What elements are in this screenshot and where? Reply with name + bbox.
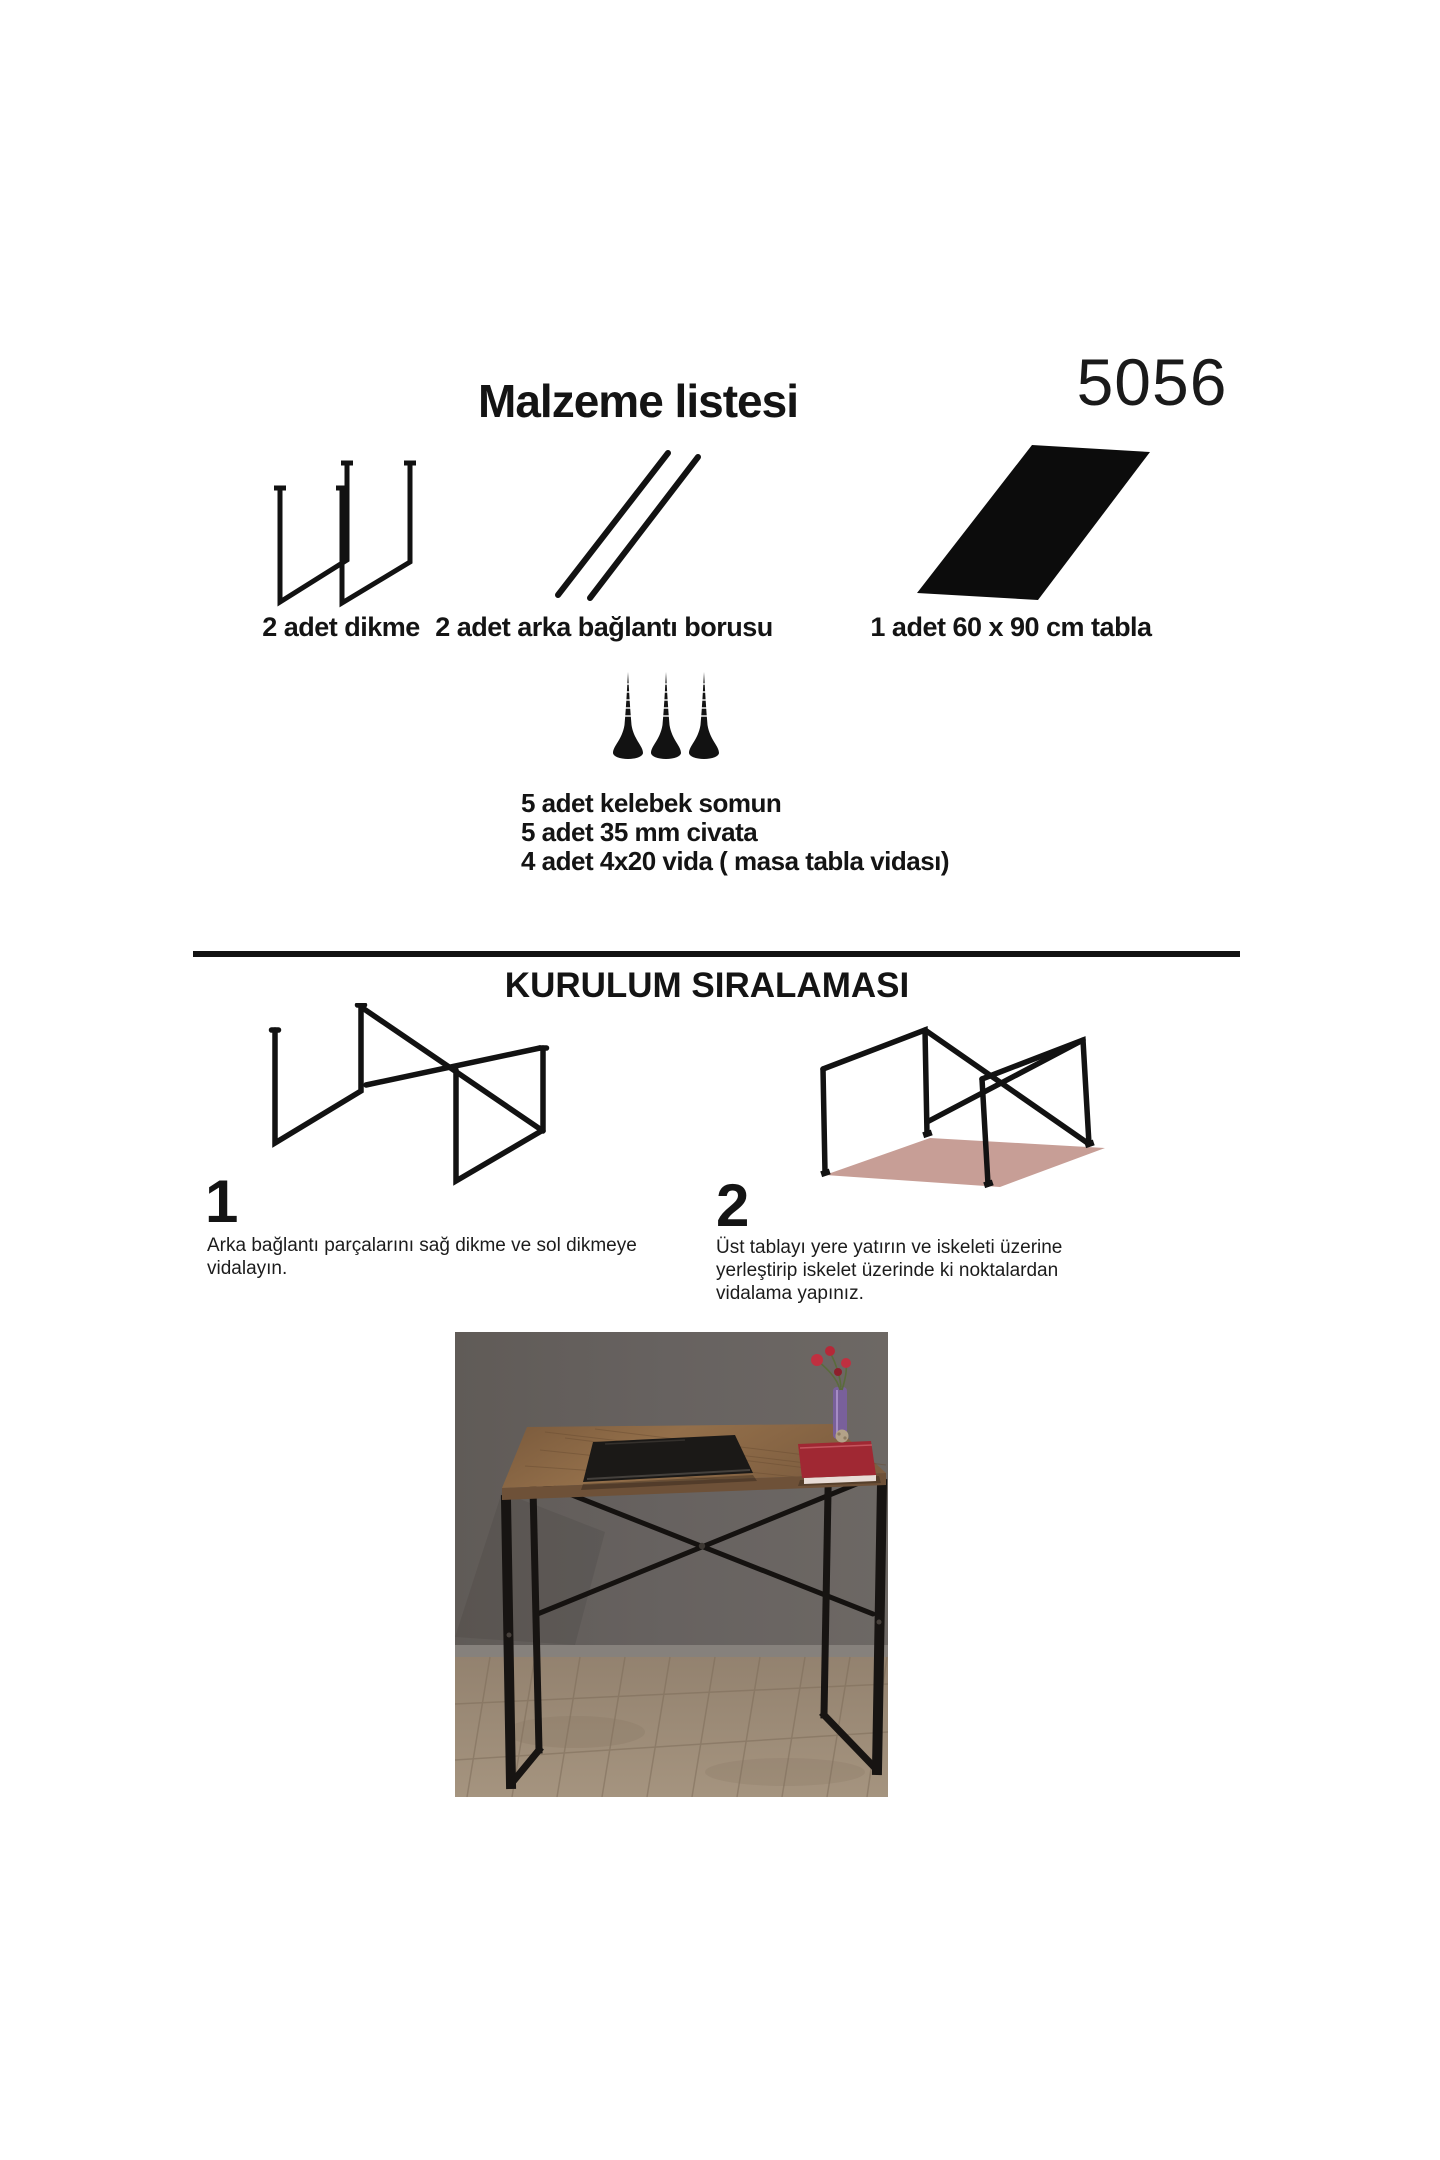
page-title: Malzeme listesi <box>478 375 798 427</box>
assembly-heading: KURULUM SIRALAMASI <box>504 966 910 1005</box>
screws-icon <box>610 670 725 765</box>
step1-caption: Arka bağlantı parçalarını sağ dikme ve sol dikmeye vidalayın. <box>207 1235 637 1279</box>
hardware-list <box>521 789 949 876</box>
part-uprights-label: 2 adet dikme <box>262 612 420 642</box>
step2-number: 2 <box>716 1172 750 1239</box>
model-number: 5056 <box>1076 345 1228 419</box>
hardware-item: 4 adet 4x20 vida ( masa tabla vidası) <box>521 846 950 876</box>
back-connection-tubes-icon <box>546 443 707 603</box>
part-tubes-label: 2 adet arka bağlantı borusu <box>435 612 773 642</box>
upright-frames-icon <box>273 450 433 610</box>
frame-with-cross-braces-diagram <box>268 1003 553 1193</box>
hardware-item: 5 adet kelebek somun <box>521 788 782 818</box>
part-tabletop-label: 1 adet 60 x 90 cm tabla <box>870 612 1152 642</box>
step2-caption: Üst tablayı yere yatırın ve iskeleti üzerine yerleştirip iskelet üzerinde ki noktalardan vidalama yapınız. <box>716 1237 1063 1304</box>
hardware-item: 5 adet 35 mm civata <box>521 817 758 847</box>
tabletop-icon <box>913 443 1153 603</box>
assembled-desk-photo <box>455 1332 888 1797</box>
frame-on-tabletop-diagram <box>815 1022 1115 1197</box>
section-divider <box>193 951 1240 957</box>
step1-number: 1 <box>205 1168 239 1235</box>
